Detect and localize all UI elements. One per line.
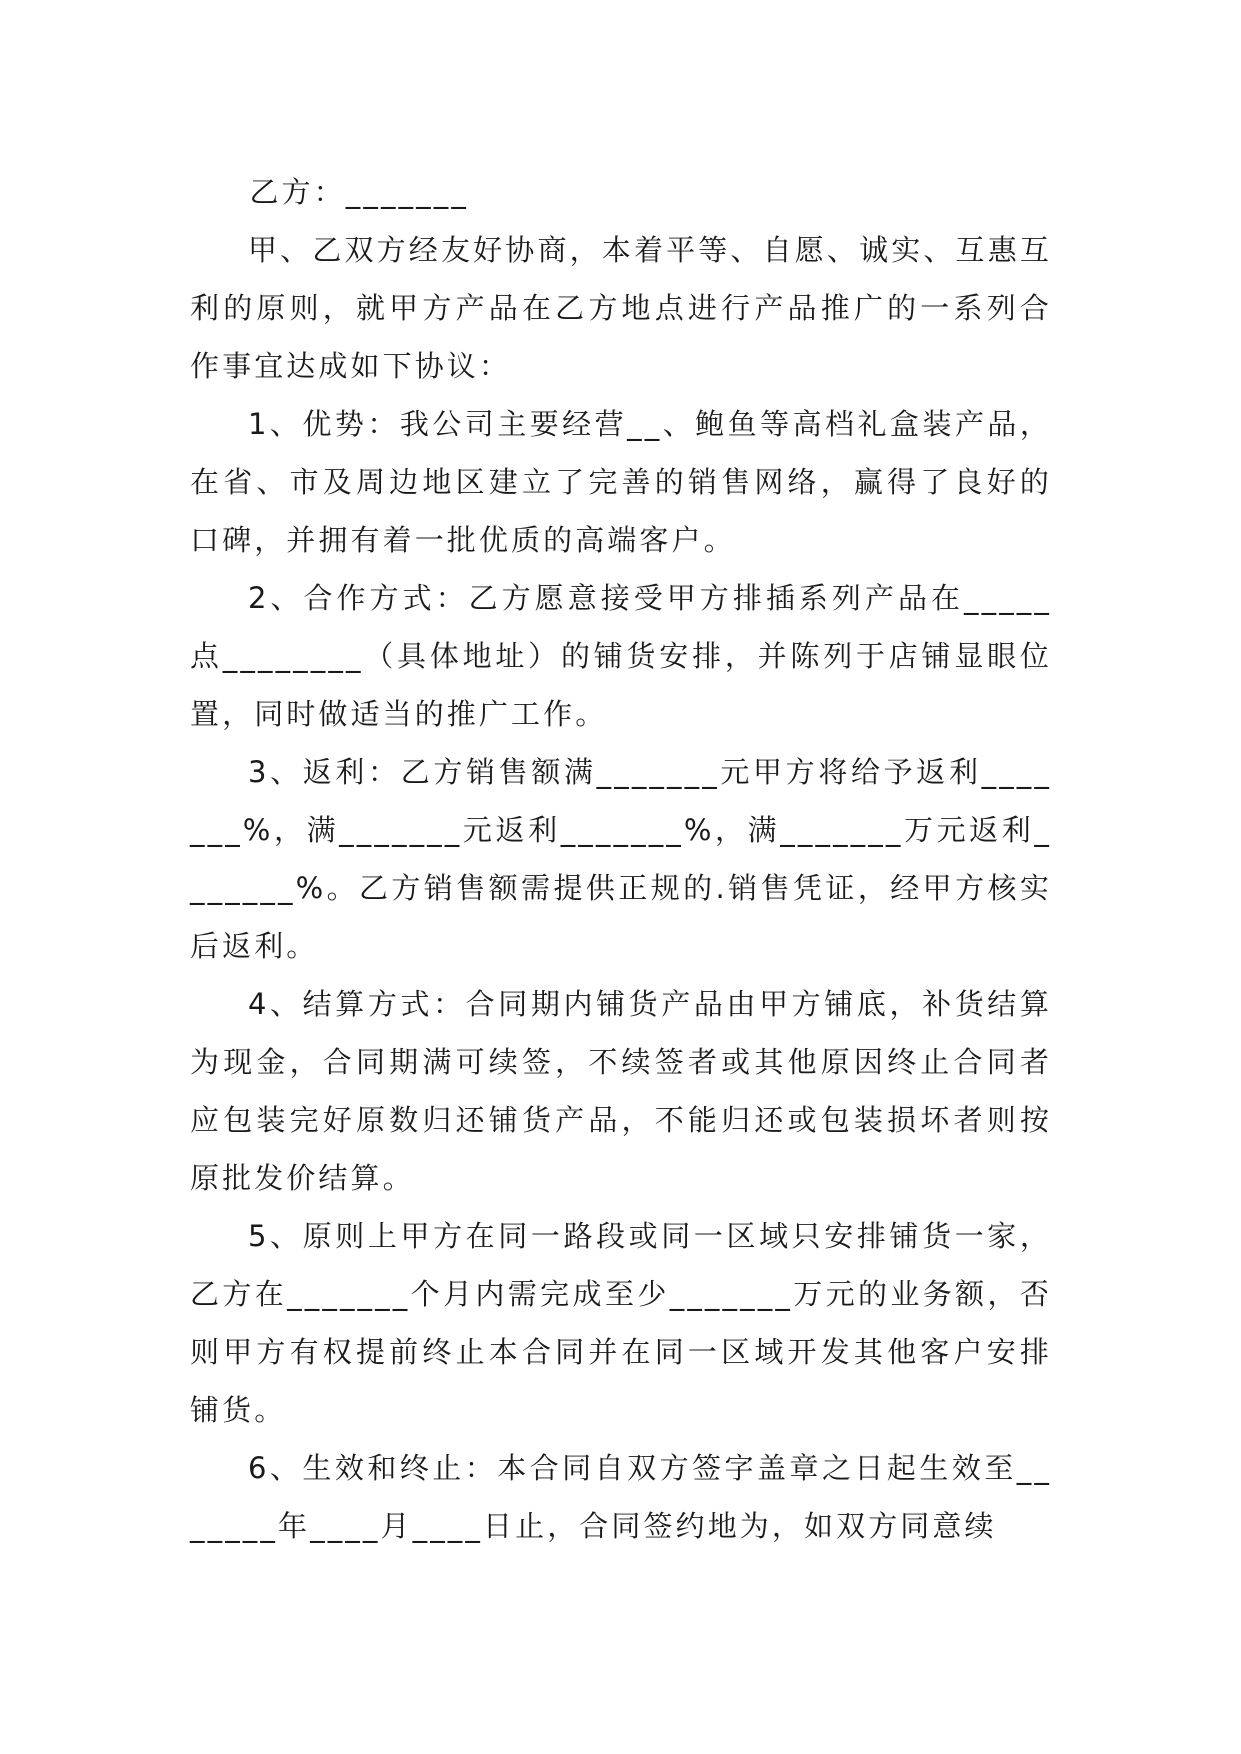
contract-body xyxy=(190,163,1052,1555)
intro-paragraph: 甲、乙双方经友好协商，本着平等、自愿、诚实、互惠互利的原则，就甲方产品在乙方地点进行产品推广的一系列合作事宜达成如下协议： xyxy=(190,233,1052,383)
clause-settlement: 4、结算方式：合同期内铺货产品由甲方铺底，补货结算为现金，合同期满可续签，不续签者或其他原因终止合同者应包装完好原数归还铺货产品，不能归还或包装损坏者则按原批发价结算。 xyxy=(190,987,1052,1195)
clause-effect-termination: 6、生效和终止：本合同自双方签字盖章之日起生效至_______年____月____日止，合同签约地为，如双方同意续 xyxy=(190,1451,1052,1543)
clause-cooperation-method: 2、合作方式：乙方愿意接受甲方排插系列产品在_____点________（具体地址）的铺货安排，并陈列于店铺显眼位置，同时做适当的推广工作。 xyxy=(190,581,1052,731)
clause-advantage: 1、优势：我公司主要经营__、鲍鱼等高档礼盒装产品，在省、市及周边地区建立了完善的销售网络，赢得了良好的口碑，并拥有着一批优质的高端客户。 xyxy=(190,407,1052,557)
clause-rebate: 3、返利：乙方销售额满_______元甲方将给予返利_______%，满_______元返利_______%，满_______万元返利_______%。乙方销售额需提供正规的.销售凭证，经甲方核实后返利。 xyxy=(190,755,1052,963)
party-b-line: 乙方：_______ xyxy=(249,175,469,209)
clause-exclusivity: 5、原则上甲方在同一路段或同一区域只安排铺货一家，乙方在_______个月内需完成至少_______万元的业务额，否则甲方有权提前终止本合同并在同一区域开发其他客户安排铺货。 xyxy=(190,1219,1052,1427)
